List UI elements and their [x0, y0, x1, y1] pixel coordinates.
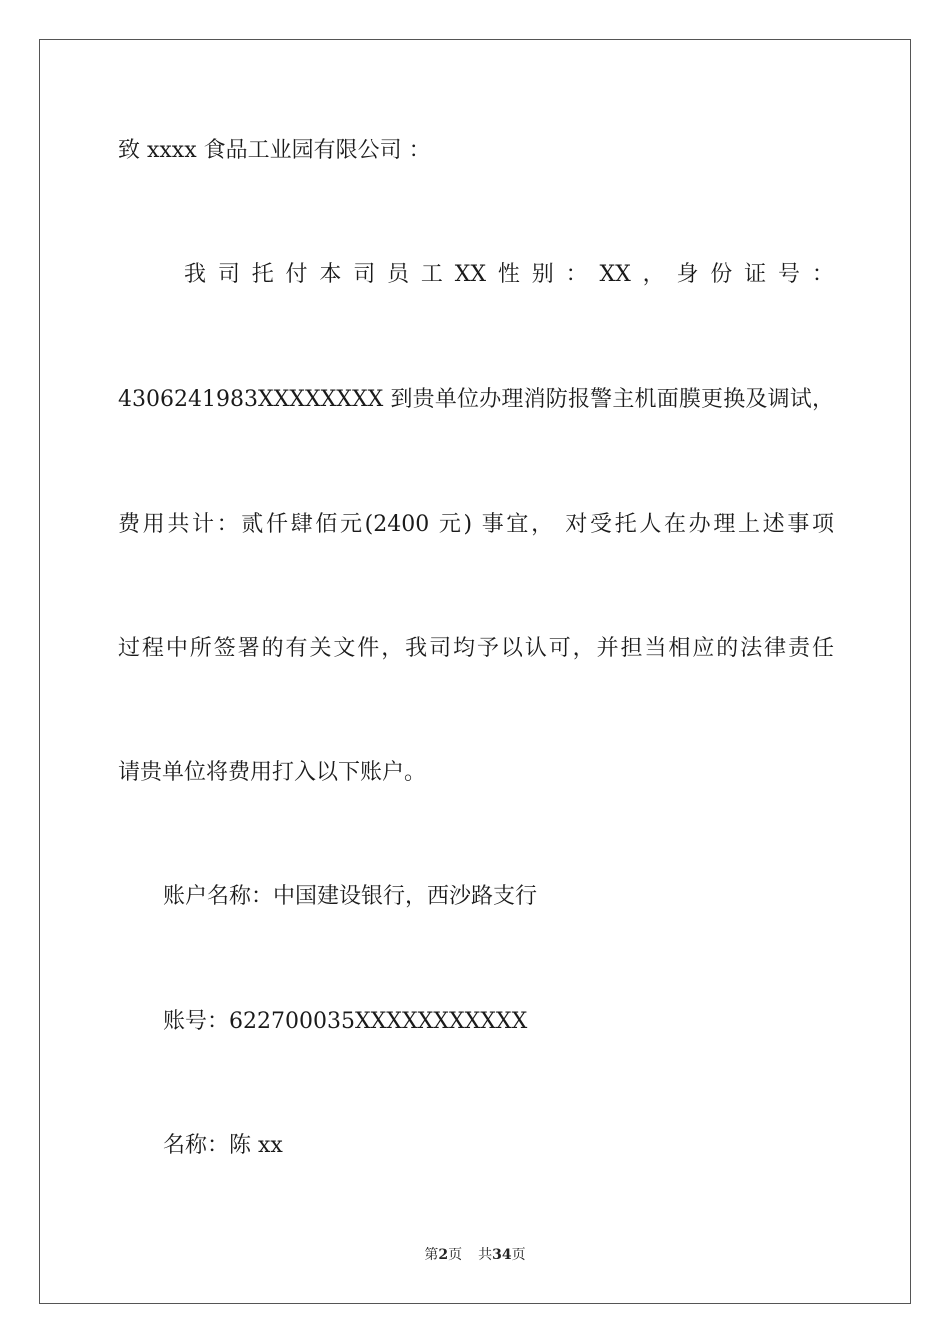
- holder-name-line: 名称：陈 xx: [163, 1133, 283, 1158]
- paragraph1-line1-char: 我: [184, 262, 207, 287]
- paragraph1-line1-char: 证: [744, 262, 767, 287]
- footer-total-prefix: 共: [478, 1247, 493, 1263]
- paragraph1-line4: 过程中所签署的有关文件，我司均予以认可，并担当相应的法律责任: [118, 636, 834, 661]
- footer-page-number: 2: [438, 1247, 449, 1263]
- paragraph1-line1-char: ：: [565, 262, 588, 287]
- page-border: [39, 39, 911, 1304]
- account-name-line: 账户名称：中国建设银行，西沙路支行: [163, 884, 538, 909]
- paragraph1-line1-char: XX: [599, 262, 631, 287]
- salutation-line: 致 xxxx 食品工业园有限公司 ：: [118, 138, 431, 163]
- footer-total-pages: 34: [492, 1247, 512, 1263]
- paragraph1-line1-char: ：: [811, 262, 834, 287]
- paragraph1-line1-char: 身: [676, 262, 699, 287]
- request-line: 请贵单位将费用打入以下账户。: [118, 760, 427, 785]
- paragraph1-line1-char: XX: [454, 262, 487, 287]
- paragraph1-line1-char: ，: [642, 262, 665, 287]
- paragraph1-line1-char: 号: [777, 262, 800, 287]
- account-number-line: 账号：622700035XXXXXXXXXXX: [163, 1009, 528, 1034]
- page-footer: [0, 1245, 950, 1265]
- paragraph1-line1-char: 别: [531, 262, 554, 287]
- paragraph1-line1-char: 付: [285, 262, 308, 287]
- paragraph1-line1-char: 员: [387, 262, 410, 287]
- paragraph1-line1-char: 司: [353, 262, 376, 287]
- paragraph1-line1-char: 托: [251, 262, 274, 287]
- paragraph1-line1-char: 司: [217, 262, 240, 287]
- paragraph1-line1-char: 工: [420, 262, 443, 287]
- footer-total-suffix: 页: [511, 1247, 526, 1263]
- paragraph1-line1-char: 性: [497, 262, 520, 287]
- paragraph1-line2: 4306241983XXXXXXXX 到贵单位办理消防报警主机面膜更换及调试，: [118, 387, 834, 412]
- footer-page-suffix: 页: [448, 1247, 463, 1263]
- paragraph1-line1-char: 份: [710, 262, 733, 287]
- paragraph1-line1-char: 本: [319, 262, 342, 287]
- paragraph1-line3: 费用共计：贰仟肆佰元(2400 元) 事宜， 对受托人在办理上述事项: [118, 512, 834, 537]
- footer-page-prefix: 第: [424, 1247, 439, 1263]
- paragraph1-line1: [118, 260, 834, 290]
